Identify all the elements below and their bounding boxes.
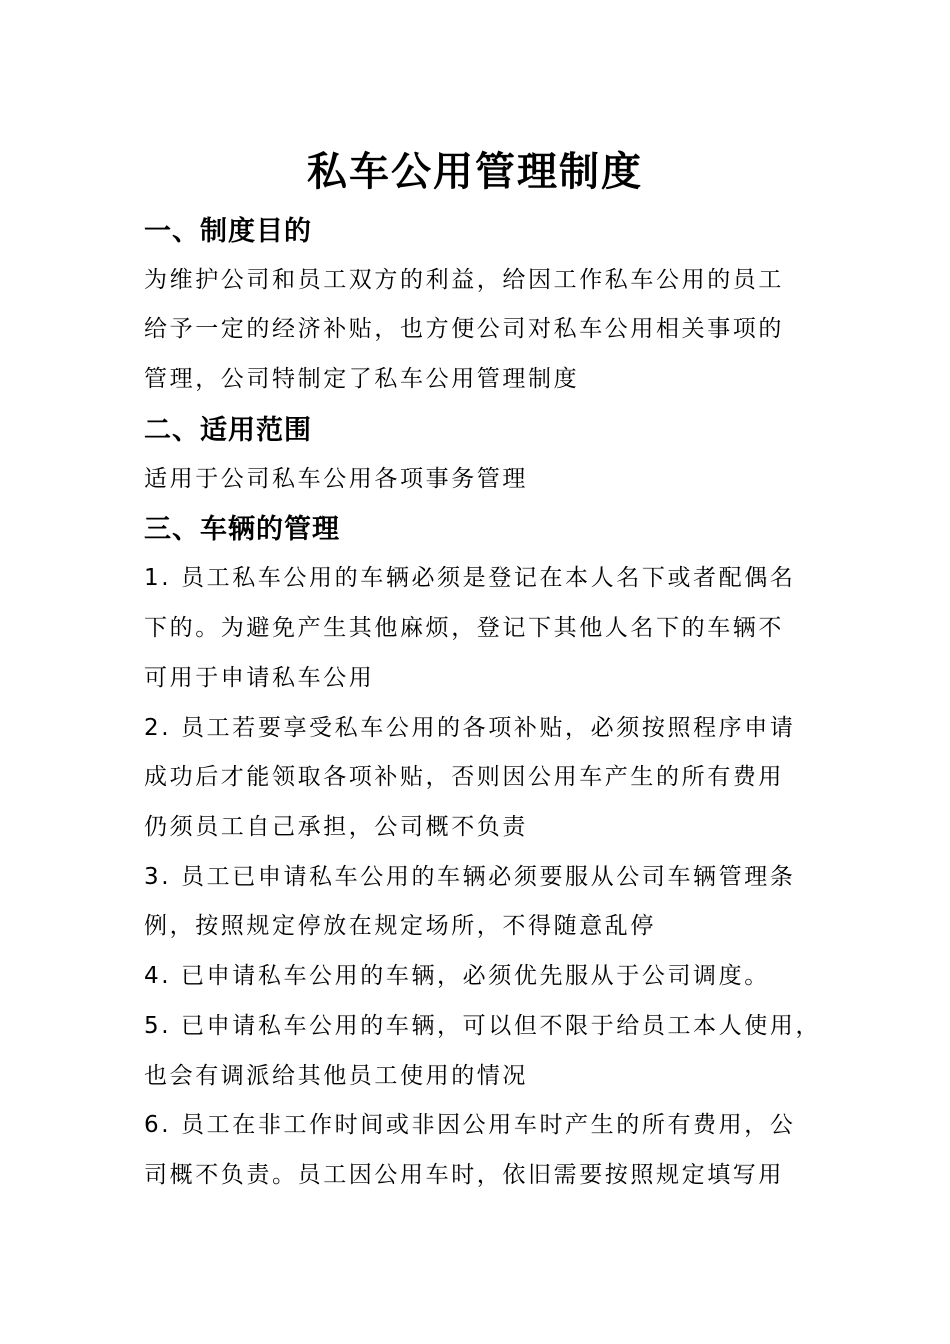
list-item-line: 6. 员工在非工作时间或非因公用车时产生的所有费用，公 — [144, 1112, 796, 1138]
list-item-line: 2. 员工若要享受私车公用的各项补贴，必须按照程序申请 — [144, 715, 796, 741]
section-heading-scope: 二、适用范围 — [144, 415, 312, 446]
list-item-line: 5. 已申请私车公用的车辆，可以但不限于给员工本人使用， — [144, 1013, 822, 1039]
list-item-line: 可用于申请私车公用 — [144, 665, 375, 691]
paragraph-line: 管理，公司特制定了私车公用管理制度 — [144, 366, 580, 392]
list-item-line: 4. 已申请私车公用的车辆，必须优先服从于公司调度。 — [144, 963, 770, 989]
section-heading-purpose: 一、制度目的 — [144, 216, 312, 247]
document-title: 私车公用管理制度 — [307, 149, 643, 195]
list-item-line: 司概不负责。员工因公用车时，依旧需要按照规定填写用 — [144, 1162, 784, 1188]
list-item-line: 成功后才能领取各项补贴，否则因公用车产生的所有费用 — [144, 764, 784, 790]
list-item-line: 3. 员工已申请私车公用的车辆必须要服从公司车辆管理条 — [144, 864, 796, 890]
list-item-line: 1. 员工私车公用的车辆必须是登记在本人名下或者配偶名 — [144, 565, 796, 591]
paragraph-line: 为维护公司和员工双方的利益，给因工作私车公用的员工 — [144, 267, 784, 293]
section-heading-vehicle-management: 三、车辆的管理 — [144, 514, 340, 545]
paragraph-line: 给予一定的经济补贴，也方便公司对私车公用相关事项的 — [144, 316, 784, 342]
list-item-line: 也会有调派给其他员工使用的情况 — [144, 1063, 528, 1089]
list-item-line: 例，按照规定停放在规定场所，不得随意乱停 — [144, 913, 656, 939]
list-item-line: 下的。为避免产生其他麻烦，登记下其他人名下的车辆不 — [144, 615, 784, 641]
paragraph-line: 适用于公司私车公用各项事务管理 — [144, 466, 528, 492]
list-item-line: 仍须员工自己承担，公司概不负责 — [144, 814, 528, 840]
